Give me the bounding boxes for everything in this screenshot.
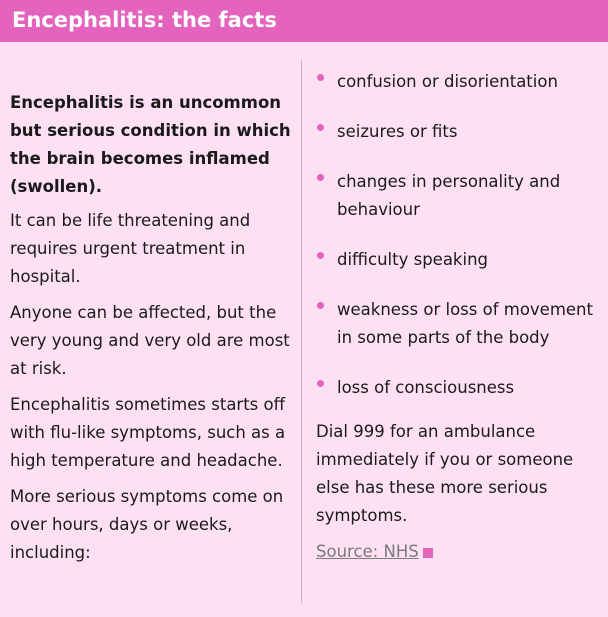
symptom-text: seizures or fits — [337, 122, 458, 141]
bullet-dot-icon — [317, 124, 324, 131]
symptom-text: difficulty speaking — [337, 250, 489, 269]
list-item — [316, 296, 600, 352]
symptom-text: changes in personality and behaviour — [337, 172, 561, 219]
source-line — [316, 538, 600, 566]
paragraph-serious-symptoms: More serious symptoms come on over hours, days or weeks, including: — [10, 487, 284, 562]
bullet-dot-icon — [317, 252, 324, 259]
paragraph-life-threatening: It can be life threatening and requires urgent treatment in hospital. — [10, 211, 251, 286]
bullet-dot-icon — [317, 380, 324, 387]
bullet-dot-icon — [317, 74, 324, 81]
list-item — [316, 68, 600, 96]
end-square-icon — [423, 548, 433, 558]
list-item — [316, 168, 600, 224]
list-item — [316, 374, 600, 402]
source-link[interactable]: Source: NHS — [316, 542, 419, 561]
symptom-text: weakness or loss of movement in some parts of the body — [337, 300, 593, 347]
list-item — [316, 118, 600, 146]
right-column — [316, 68, 600, 566]
paragraph-who-affected: Anyone can be affected, but the very young and very old are most at risk. — [10, 303, 290, 378]
bullet-dot-icon — [317, 174, 324, 181]
symptom-list — [316, 68, 600, 402]
bullet-dot-icon — [317, 302, 324, 309]
column-divider — [301, 60, 302, 603]
symptom-text: loss of consciousness — [337, 378, 515, 397]
paragraph-early-symptoms: Encephalitis sometimes starts off with flu-like symptoms, such as a high temperature and headache. — [10, 395, 286, 470]
list-item — [316, 246, 600, 274]
left-column — [10, 89, 294, 575]
ambulance-advice: Dial 999 for an ambulance immediately if you or someone else has these more serious symptoms. — [316, 422, 574, 525]
lead-paragraph: Encephalitis is an uncommon but serious condition in which the brain becomes inflamed (swollen). — [10, 93, 291, 196]
factbox-title: Encephalitis: the facts — [12, 8, 277, 32]
factbox-header — [0, 0, 608, 42]
symptom-text: confusion or disorientation — [337, 72, 558, 91]
